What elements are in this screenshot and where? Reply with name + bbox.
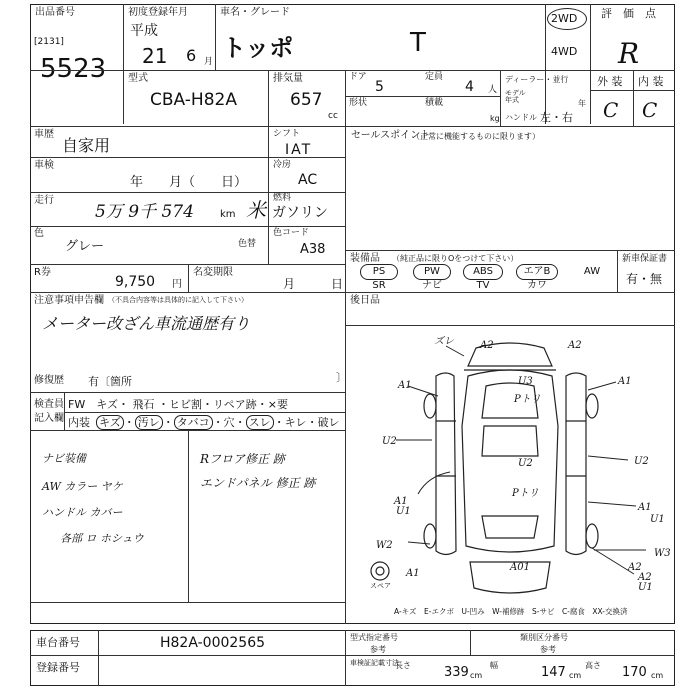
divider — [345, 70, 346, 126]
reg-number-label: 登録番号 — [36, 661, 80, 674]
mark: A2 — [568, 340, 582, 351]
tag-tabako: タバコ — [174, 415, 213, 430]
handle-value: 左・右 — [540, 111, 573, 124]
equip-aw: AW — [583, 266, 601, 277]
shift-label: シフト — [273, 129, 301, 139]
notes-label: 注意事項申告欄 — [34, 295, 104, 306]
selling-label: セールスポイント — [351, 130, 431, 141]
reg-year: 21 — [142, 44, 168, 68]
mileage-unit: km — [220, 209, 236, 220]
model-value: CBA-H82A — [150, 90, 237, 110]
model-year-unit: 年 — [578, 99, 586, 108]
equip-abs: ABS — [473, 266, 493, 277]
disp-unit: cc — [328, 111, 338, 121]
tag-kizu: キズ — [96, 415, 124, 430]
handle-label: ハンドル — [505, 113, 537, 122]
repair-value: 有〔箇所 — [88, 375, 132, 388]
divider — [188, 430, 189, 602]
interior-label: 内 装 — [638, 75, 664, 88]
divider — [30, 192, 345, 193]
sep: ・ — [162, 416, 174, 429]
divider — [500, 70, 501, 126]
mark: A1 — [638, 502, 652, 513]
reg-era: 平成 — [130, 23, 158, 39]
exterior-grade: C — [603, 98, 619, 122]
recycle-value: 9,750 — [115, 274, 156, 290]
name-change-value: 月 日 — [283, 277, 344, 291]
mileage-mark: 米 — [246, 198, 266, 222]
remark-right-1: Rフロア修正 跡 — [200, 452, 285, 466]
cap-label: 定員 — [425, 72, 444, 82]
car-label: 車名・グレード — [220, 7, 290, 18]
divider — [470, 630, 471, 655]
divider — [545, 4, 546, 124]
divider — [64, 412, 345, 413]
exterior-label: 外 装 — [597, 75, 623, 88]
divider — [30, 655, 345, 656]
rating-value: R — [618, 37, 640, 70]
history-value: 自家用 — [62, 136, 111, 155]
lot-label: 出品番号 — [35, 7, 75, 18]
mark: A1 — [394, 496, 408, 507]
divider — [30, 226, 345, 227]
inspect-label: 車検 — [34, 160, 54, 171]
equip-navi: ナビ — [422, 280, 442, 291]
sep: ・ — [306, 416, 318, 429]
divider — [64, 392, 65, 430]
height-value: 170 — [622, 665, 647, 680]
color-code-value: A38 — [300, 242, 326, 257]
mark: Pトリ — [512, 488, 539, 499]
height-unit: cm — [651, 671, 664, 680]
shape-label: 形状 — [349, 98, 368, 108]
sep: ・ — [273, 416, 285, 429]
door-label: ドア — [349, 72, 367, 82]
divider — [633, 70, 634, 126]
fuel-value: ガソリン — [272, 205, 328, 221]
divider — [30, 126, 675, 127]
mark: U1 — [638, 582, 653, 593]
category-label: 類別区分番号 — [520, 633, 568, 642]
divider — [30, 292, 675, 293]
aftermarket-label: 後日品 — [350, 295, 380, 306]
mark: U2 — [634, 456, 649, 467]
height-label: 高さ — [585, 661, 601, 670]
divider — [345, 630, 346, 686]
warranty-value: 有・無 — [626, 272, 663, 286]
divider — [188, 264, 189, 292]
mark: U1 — [396, 506, 411, 517]
name-change-label: 名変期限 — [193, 267, 233, 278]
drive-4wd: 4WD — [551, 45, 578, 58]
car-grade: T — [410, 28, 426, 58]
dealer-label: ディーラー・並行 — [505, 75, 569, 84]
history-label: 車歴 — [34, 129, 54, 140]
reg-month: 6 — [186, 46, 197, 65]
remark-left-4: 各部 ロ ホシュウ — [60, 532, 144, 545]
divider — [345, 655, 675, 656]
mark: A1 — [618, 376, 632, 387]
reg-label: 初度登録年月 — [128, 7, 188, 18]
remark-right-2: エンドパネル 修正 跡 — [200, 476, 316, 490]
equip-leather: カワ — [527, 280, 547, 291]
type-label: 型式指定番号 — [350, 633, 398, 642]
vin-label: 車台番号 — [36, 636, 80, 649]
dim-label: 車検証記載寸法 — [350, 659, 399, 667]
car-damage-diagram — [346, 326, 674, 624]
door-value: 5 — [375, 79, 384, 95]
notes-text: メーター改ざん車流通歴有り — [42, 314, 251, 333]
length-value: 339 — [444, 665, 469, 680]
divider — [345, 96, 500, 97]
width-unit: cm — [569, 671, 582, 680]
color-value: グレー — [65, 239, 105, 254]
ac-label: 冷房 — [273, 160, 292, 170]
interior-grade: C — [642, 98, 658, 122]
warranty-label: 新車保証書 — [622, 254, 668, 264]
color-change-label: 色替 — [238, 239, 257, 249]
divider — [30, 70, 675, 71]
type-ref: 参考 — [370, 645, 386, 654]
repair-close: 〕 — [336, 371, 347, 384]
divider — [345, 250, 675, 251]
disp-label: 排気量 — [273, 73, 303, 84]
cap-value: 4 — [465, 79, 474, 95]
mark: U1 — [650, 514, 665, 525]
car-name: トッポ — [222, 34, 294, 62]
equip-tv: TV — [476, 280, 490, 291]
inspector-row2 — [96, 417, 340, 428]
equip-airbag: エアB — [523, 266, 551, 277]
rating-label: 評 価 点 — [601, 7, 656, 20]
lot-number: 5523 — [40, 54, 107, 84]
divider — [123, 4, 124, 124]
mark: A2 — [638, 572, 652, 583]
divider — [590, 4, 591, 124]
tag-kire: キレ — [284, 416, 307, 429]
mark: Pトリ — [514, 394, 541, 405]
equipment-label: 装備品 — [350, 253, 380, 264]
sep: ・ — [212, 416, 224, 429]
mark: A01 — [510, 562, 530, 573]
ac-value: AC — [298, 172, 318, 188]
mark: U3 — [518, 376, 533, 387]
width-value: 147 — [541, 665, 566, 680]
lot-sub: [2131] — [34, 37, 64, 47]
model-year-label: モデル 年式 — [505, 89, 526, 104]
divider — [617, 250, 618, 292]
diagram-legend: A-キズ E-エクボ U-凹み W-補修跡 S-サビ C-腐食 XX-交換済 — [394, 607, 628, 616]
divider — [30, 392, 345, 393]
mark: A1 — [398, 380, 412, 391]
mark: ズレ — [434, 336, 454, 347]
divider — [268, 70, 269, 126]
mark: A2 — [480, 340, 494, 351]
divider — [268, 126, 269, 264]
mileage-label: 走行 — [34, 195, 54, 206]
disp-value: 657 — [290, 90, 323, 110]
mark: W3 — [654, 548, 671, 559]
length-label: 長さ — [395, 661, 411, 670]
sep: ・ — [123, 416, 135, 429]
sep: ・ — [234, 416, 246, 429]
selling-note: （正常に機能するものに限ります） — [412, 132, 540, 141]
load-unit: kg — [490, 114, 500, 123]
fuel-label: 燃料 — [273, 193, 292, 203]
inspector-label: 検査員 記入欄 — [34, 399, 64, 424]
tag-yabure: 破レ — [317, 416, 340, 429]
equip-pw: PW — [424, 266, 440, 277]
mark: W2 — [376, 540, 393, 551]
reg-month-unit: 月 — [204, 57, 214, 67]
mark: A1 — [406, 568, 420, 579]
tag-yogore: 汚レ — [135, 415, 163, 430]
divider — [590, 90, 675, 91]
equip-ps: PS — [372, 266, 386, 277]
color-code-label: 色コード — [273, 228, 310, 238]
color-label: 色 — [34, 228, 44, 239]
vin-value: H82A-0002565 — [160, 635, 266, 651]
divider — [30, 602, 345, 603]
remark-left-1: ナビ装備 — [42, 452, 86, 465]
tag-ana: 穴 — [223, 416, 235, 429]
equip-sr: SR — [372, 280, 386, 291]
recycle-label: R券 — [34, 267, 51, 278]
mark: A2 — [628, 562, 642, 573]
mark: U2 — [382, 436, 397, 447]
mark: U2 — [518, 458, 533, 469]
cap-unit: 人 — [488, 85, 498, 95]
spare-label: スペア — [370, 582, 391, 590]
model-label: 型式 — [128, 73, 148, 84]
recycle-unit: 円 — [172, 279, 182, 290]
notes-sub: （不具合内容等は具体的に記入して下さい） — [108, 296, 248, 304]
repair-label: 修復歴 — [34, 375, 64, 386]
divider — [215, 4, 216, 70]
category-ref: 参考 — [540, 645, 556, 654]
width-label: 幅 — [490, 661, 498, 670]
shift-value: IAT — [285, 142, 313, 158]
length-unit: cm — [470, 671, 483, 680]
inspector-row1: FW キズ・ 飛石 ・ヒビ割・リペア跡・×要 — [68, 398, 288, 411]
inspect-value: 年 月（ 日） — [130, 175, 248, 190]
remark-left-2: AW カラー ヤケ — [42, 480, 123, 493]
divider — [98, 630, 99, 686]
equipment-note: （純正品に限りOをつけて下さい） — [392, 254, 519, 263]
mileage-value: 5万 9千 574 — [95, 202, 194, 222]
inspector-row2-lead: 内装 — [68, 416, 90, 429]
tag-sure: スレ — [246, 415, 274, 430]
load-label: 積載 — [425, 98, 444, 108]
remark-left-3: ハンドル カバー — [42, 506, 123, 519]
drive-2wd: 2WD — [551, 12, 578, 25]
